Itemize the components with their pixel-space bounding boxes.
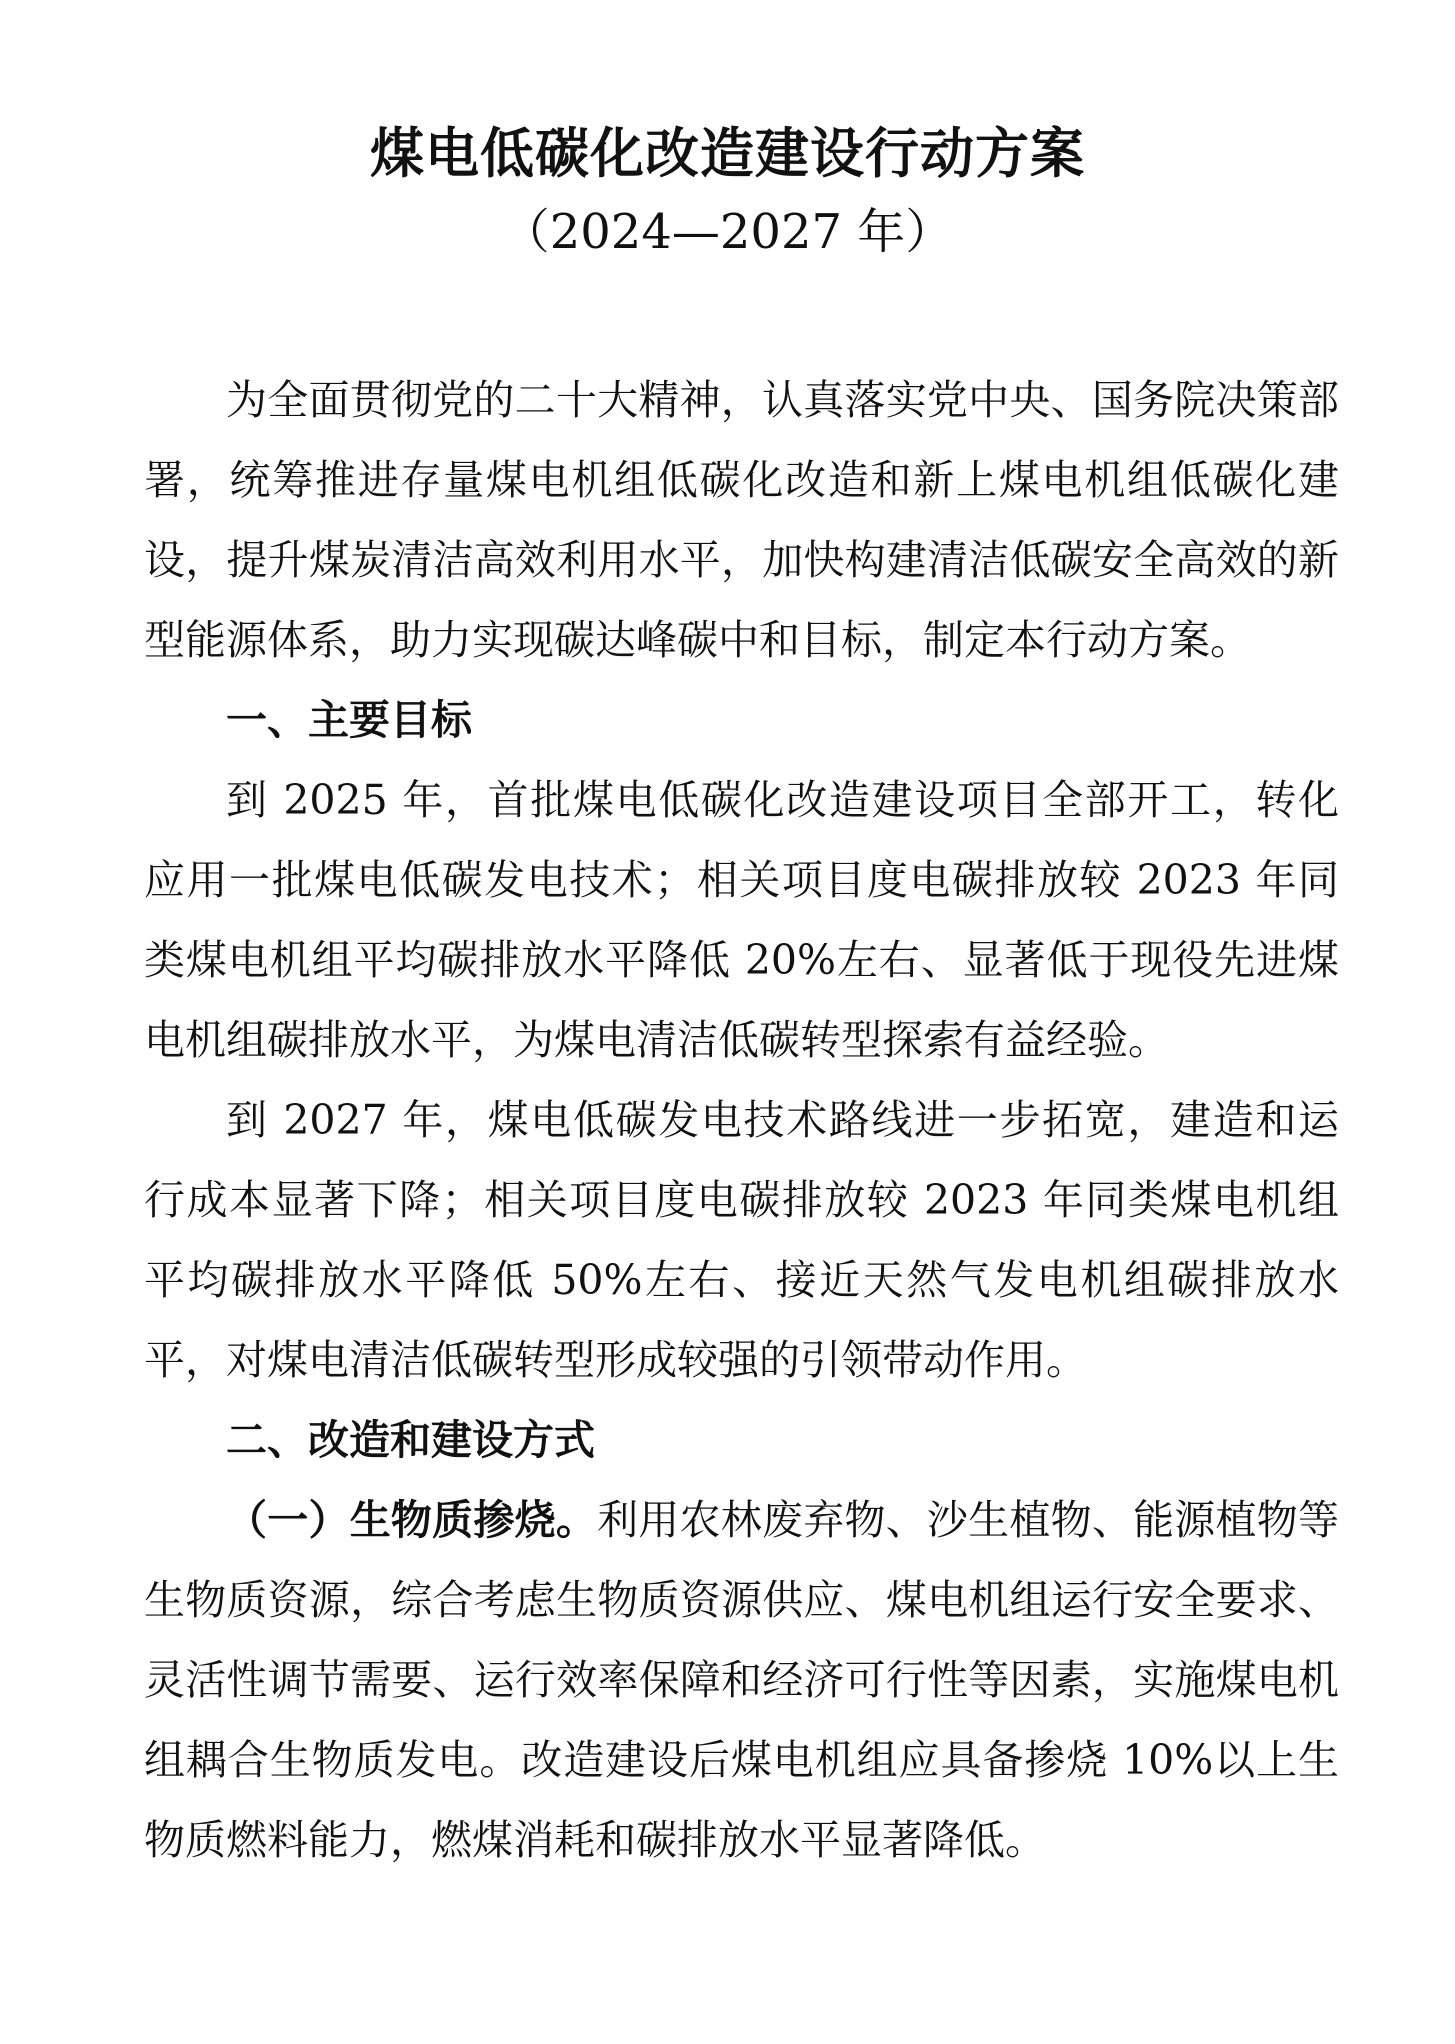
section-heading-main-goals: 一、主要目标 [226,696,472,744]
document-subtitle: （2024—2027 年） [501,204,954,260]
intro-paragraph: 为全面贯彻党的二十大精神，认真落实党中央、国务院决策部署，统筹推进存量煤电机组低碳化改造和新上煤电机组低碳化建设，提升煤炭清洁高效利用水平，加快构建清洁低碳安全高效的新型能源体系，助力实现碳达峰碳中和目标，制定本行动方案。 [144,376,1339,664]
biomass-text: 利用农林废弃物、沙生植物、能源植物等生物质资源，综合考虑生物质资源供应、煤电机组运行安全要求、灵活性调节需要、运行效率保障和经济可行性等因素，实施煤电机组耦合生物质发电。改造建设后煤电机组应具备掺烧 10%以上生物质燃料能力，燃煤消耗和碳排放水平显著降低。 [144,1496,1339,1864]
biomass-label: （一）生物质掺烧。 [226,1496,598,1544]
document-body [144,360,1339,1880]
section-heading-methods: 二、改造和建设方式 [226,1416,595,1464]
goal-2025-paragraph: 到 2025 年，首批煤电低碳化改造建设项目全部开工，转化应用一批煤电低碳发电技术；相关项目度电碳排放较 2023 年同类煤电机组平均碳排放水平降低 20%左右、显著低于现役先进煤电机组碳排放水平，为煤电清洁低碳转型探索有益经验。 [144,776,1339,1064]
goal-2027-paragraph: 到 2027 年，煤电低碳发电技术路线进一步拓宽，建造和运行成本显著下降；相关项目度电碳排放较 2023 年同类煤电机组平均碳排放水平降低 50%左右、接近天然气发电机组碳排放水平，对煤电清洁低碳转型形成较强的引领带动作用。 [144,1096,1339,1384]
biomass-paragraph [144,1480,1339,1880]
document-title: 煤电低碳化改造建设行动方案 [370,121,1085,185]
